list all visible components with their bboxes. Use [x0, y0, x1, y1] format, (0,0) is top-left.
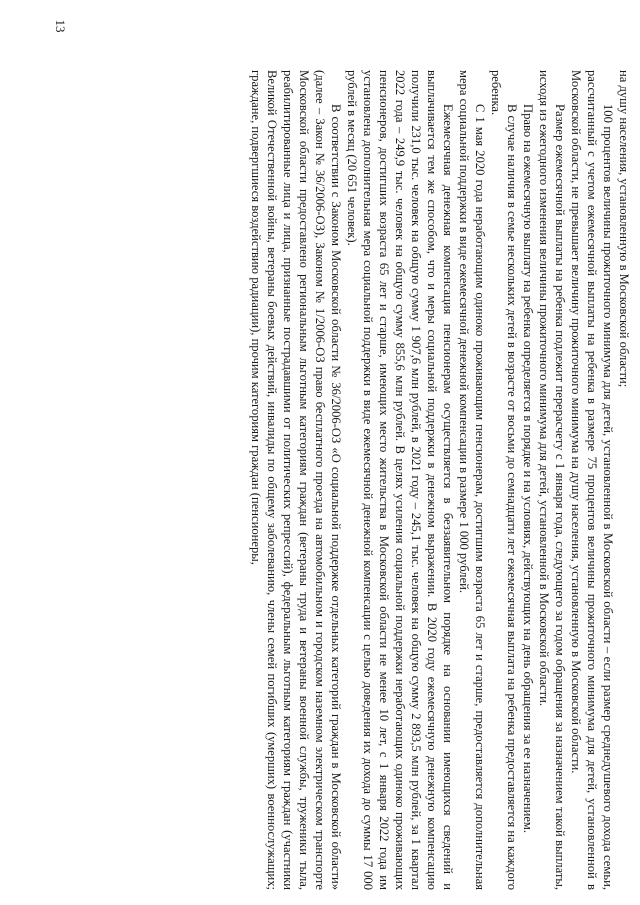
paragraph-7: Ежемесячная денежная компенсация пенсионерам осуществляется в беззаявительном порядке на основании имеющихся сведений и выплачивается тем же способом, что и меры социальной поддержки в денежном выражении. В 2020 году ежемесячную денежную компенсацию получили 231,0 тыс. человек на общую сумму 1 907,6 млн рублей, в 2021 году – 245,1 тыс. человек на общую сумму 2 893,5 млн рублей, за 1 квартал 2022 года – 249,9 тыс. человек на общую сумму 855,6 млн рублей. В целях усиления социальной поддержки неработающих одиноко проживающих пенсионеров, достигших возраста 65 лет и старше, имеющих место жительства в Московской области не менее 10 лет, с 1 января 2022 года им установлена дополнительная мера социальной поддержки в виде ежемесячной денежной компенсации с целью доведения их дохода до суммы 17 000 рублей в месяц (20 651 человек). [345, 70, 455, 890]
paragraph-4: Право на ежемесячную выплату на ребенка определяется в порядке и на условиях, действующих на день обращения за ее назначением. [521, 104, 535, 834]
paragraph-5: В случае наличия в семье нескольких детей в возрасте от восьми до семнадцати лет ежемесячная выплата на ребенка предоставляется на каждого ребенка. [489, 70, 519, 890]
paragraph-8: В соответствии с Законом Московской области № 36/2006-ОЗ «О социальной поддержке отдельных категорий граждан в Московской области» (далее – Закон № 36/2006-ОЗ), Законом № 1/2006-ОЗ право бесплатного проезда на автомобильном и городском наземном электрическом транспорте Московской области предоставлено региональным льготным категориям граждан (ветераны труда и ветераны военной службы, труженики тыла, реабилитированные лица и лица, признанные пострадавшими от политических репрессий), федеральным льготным категориям граждан (участники Великой Отечественной войны, ветераны боевых действий, инвалиды по общему заболеванию, члены семей погибших (умерших) военнослужащих; граждане, подвергшиеся воздействию радиации), прочим категориям граждан (пенсионеры, [249, 70, 343, 890]
page-number: 13 [53, 19, 68, 33]
paragraph-2: 100 процентов величины прожиточного минимума для детей, установленной в Московской области – если размер среднедушевого дохода семьи, рассчитанный с учетом ежемесячной выплаты на ребенка в размере 75 процентов величины прожиточного минимума для детей, установленной в Московской области, не превышает величину прожиточного минимума на душу населения, установленную в Московской области. [569, 70, 615, 890]
paragraph-1: на душу населения, установленную в Московской области; [617, 70, 631, 388]
paragraph-6: С 1 мая 2020 года неработающим одиноко проживающим пенсионерам, достигшим возраста 65 лет и старше, предоставляется дополнительная мера социальной поддержки в виде ежемесячной денежной компенсации в размере 1 000 рублей. [457, 70, 487, 890]
rotated-page-body [32, 70, 632, 890]
document-body-text [248, 70, 632, 890]
paragraph-3: Размер ежемесячной выплаты на ребенка подлежит перерасчету с 1 января года, следующего за годом обращения за назначением такой выплаты, исходя из ежегодного изменения величины прожиточного минимума для детей, установленной в Московской области. [537, 70, 567, 890]
